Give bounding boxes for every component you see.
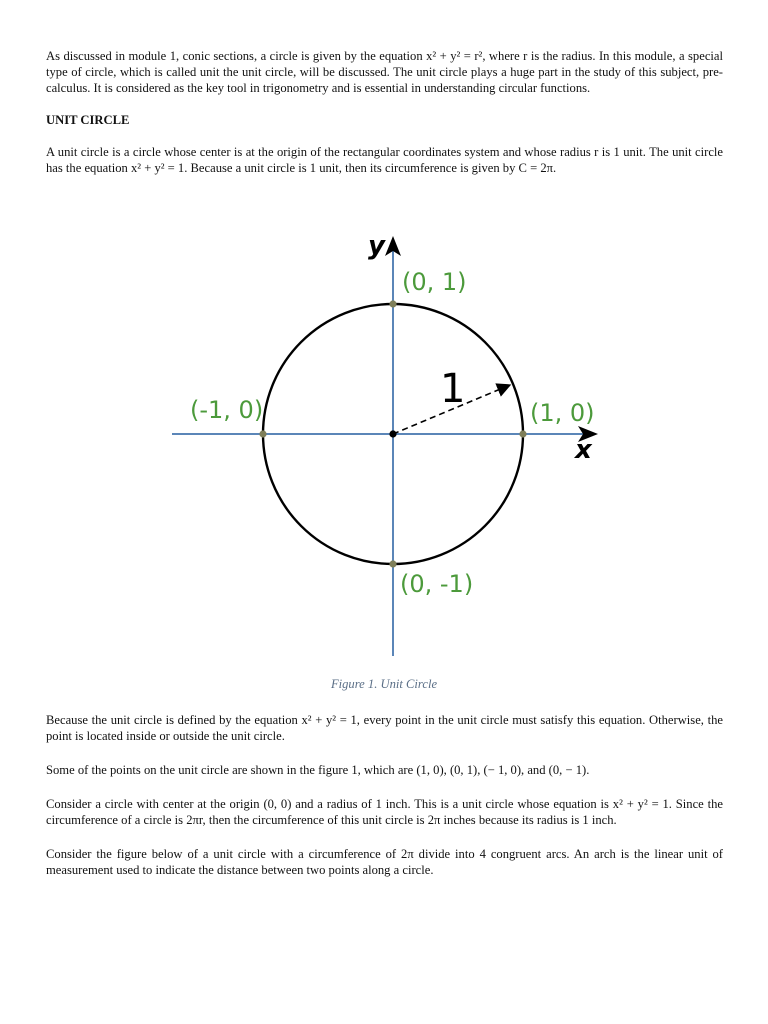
body-paragraph-3: Consider a circle with center at the origin (0, 0) and a radius of 1 inch. This is a unit circle whose equation is x² + y² = 1. Since the circumference of a circle is 2πr, then the circumference of this unit circle is 2π inches because its radius is 1 inch. [46,797,723,827]
y-axis-label: y [368,231,385,261]
body-paragraph-2: Some of the points on the unit circle are shown in the figure 1, which are (1, 0), (0, 1), (− 1, 0), and (0, − 1). [46,763,590,777]
body-paragraph-1: Because the unit circle is defined by the equation x² + y² = 1, every point in the unit circle must satisfy this equation. Otherwise, the point is located inside or outside the unit circle. [46,713,723,743]
body-paragraph-4: Consider the figure below of a unit circle with a circumference of 2π divide into 4 congruent arcs. An arch is the linear unit of measurement used to indicate the distance between two points along a circle. [46,847,723,877]
point-right [519,430,526,437]
point-label-left: (-1, 0) [190,396,264,424]
radius-label: 1 [440,366,466,412]
origin-point [389,430,396,437]
point-label-right: (1, 0) [530,399,595,427]
definition-paragraph: A unit circle is a circle whose center is at the origin of the rectangular coordinates system and whose radius r is 1 unit. The unit circle has the equation x² + y² = 1. Because a unit circle is 1 unit, then its circumference is given by C = 2π. [46,145,723,175]
unit-circle-diagram [0,228,768,668]
intro-section [46,48,723,176]
point-top [389,300,396,307]
figure-caption: Figure 1. Unit Circle [330,677,438,691]
point-label-bottom: (0, -1) [400,570,474,598]
point-left [259,430,266,437]
point-bottom [389,560,396,567]
body-section [46,712,723,878]
unit-circle-figure [0,228,768,668]
intro-paragraph: As discussed in module 1, conic sections, a circle is given by the equation x² + y² = r², where r is the radius. In this module, a special type of circle, which is called unit the unit circle, will be discussed. The unit circle plays a huge part in the study of this subject, pre-calculus. It is considered as the key tool in trigonometry and is essential in understanding circular functions. [46,49,723,95]
section-heading: UNIT CIRCLE [46,113,130,127]
point-label-top: (0, 1) [402,268,467,296]
x-axis-label: x [575,435,592,465]
